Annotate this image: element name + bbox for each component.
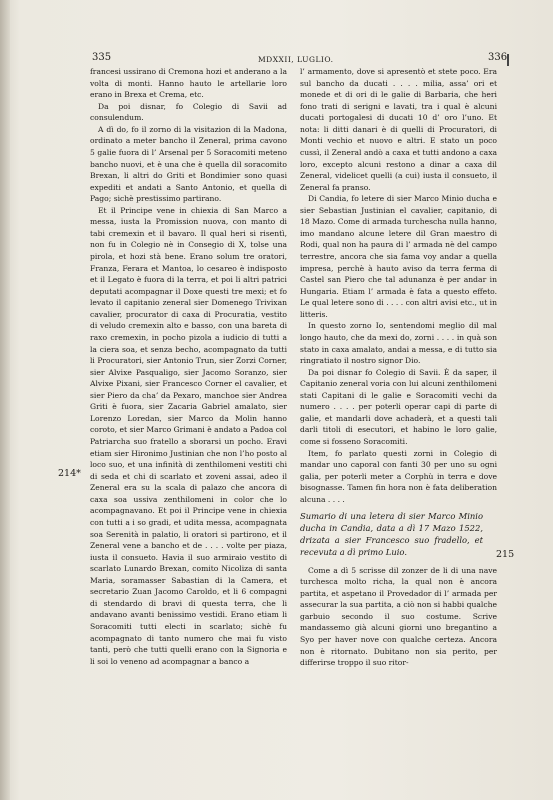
paragraph: In questo zorno Io, sentendomi meglio dil mal longo hauto, che da mexi do, zorni . . . . in quà son stato in caxa amalato, andai a messa, e di tutto sia ringratiato il nostro signor Dio. xyxy=(300,321,497,366)
paragraph: Di Candia, fo letere di sier Marco Minio ducha e sier Sebastian Justinian el cavalier, capitanio, di 18 Mazo. Come di armada turchescha nulla hanno, imo mandano alcune letere dil Gran maestro di Rodi, qual non ha paura di l’ armada nè del campo terrestre, ancora che sia fama voy andar a quella impresa, perchè à hauto aviso da terra ferma di Castel san Piero che tal adunanza è per andar in Hungaria. Etiam l’ armada è fata a questo effeto. Le qual letere sono di . . . . con altri avisi etc., ut in litteris. xyxy=(300,194,497,319)
section-heading: Sumario di una letera di sier Marco Minio ducha in Candia, data a dì 17 Mazo 1522, drizata a sier Francesco suo fradello, et recevuta a dì primo Luio. xyxy=(300,511,483,557)
paragraph: l’ armamento, dove si apresentò et stete poco. Era sul bancho da ducati . . . . milia, assa’ ori et monede et di ori di le galie di Barbaria, che heri fono trati di serigni e lavati, tra i qual è alcuni ducati portogalesi di ducati 10 d’ oro l’uno. Et nota: li ditti danari è di quelli di Procuratori, di Monti vechio et nuovo e altri. E stato un poco cussì, il Zeneral andò a caxa et tutti andono a caxa loro, excepto alcuni restono a dinar a caxa dil Zeneral, videlicet quelli (a cui) iusta il consueto, il Zeneral fa pranso. xyxy=(300,67,497,192)
paragraph: francesi ussirano di Cremona hozi et anderano a la volta di monti. Hanno hauto le artellarie loro erano in Brexa et Crema, etc. xyxy=(90,67,287,100)
header-rule-mark xyxy=(507,54,509,66)
right-text-column xyxy=(300,66,497,669)
margin-note-left: 214* xyxy=(58,468,81,479)
paragraph: Et il Principe vene in chiexia di San Marco a messa, iusta la Promission nuova, con manto di tabi cremexin et il bavaro. Il qual heri si risentì, non fu in Colegio nè in Consegio di X, tolse una pirola, et hozi stà bene. Erano solum tre oratori, Franza, Ferara et Mantoa, lo cesareo è indisposto et il Legato è fuora di la terra, et poi li altri patrici deputati acompagnar il Doxe questi tre mexi; et fo levato il capitanio zeneral sier Domenego Trivixan cavalier, procurator di caxa di Procuratia, vestito di veludo cremexin alto e basso, con una bareta di raxo cremexin, in pocho pizola a iudicio di tutti a la ciera soa, et senza becho, acompagnato da tutti li Procuratori, sier Antonio Trun, sier Zorzi Corner, sier Alvixe Pasqualigo, sier Jacomo Soranzo, sier Alvixe Pixani, sier Francesco Corner el cavalier, et sier Piero da cha’ da Pexaro, manchoe sier Andrea Griti è fuora, sier Zacaria Gabriel amalato, sier Lorenzo Loredan, sier Marco da Molin hanno coroto, et sier Marco Grimani è andato a Padoa col Patriarcha suo fratello a sborarsi un pocho. Eravi etiam sier Hironimo Justinian che non l’ho posto al loco suo, et una infinità di zenthilomeni vestiti chi di seda et chi di scarlato et zoveni assai, adeo il Zeneral era su la scala di palazo che ancora di caxa soa ussiva zenthilomeni in color che lo acompagnavano. Et poi il Principe vene in chiexia con tutti a i so gradi, et udita messa, acompagnata soa Serenità in palatio, li oratori si partirono, et il Zeneral vene a bancho et de . . . . volte per piaza, iusta il consueto. Havia il suo armiraio vestito di scarlato Lunardo Brexan, comito Nicoliza di santa Maria, soramasser Sabastian di la Camera, et secretario Zuan Jacomo Caroldo, et li 6 compagni di stendardo di bravi di questa terra, che li andavano avanti benissimo vestidi. Erano etiam li Soracomiti tutti electi in scarlato; sichè fu acompagnato di tanto numero che mai fu visto tanti, però che tutti quelli erano con la Signoria e li soi lo veneno ad acompagnar a banco a xyxy=(90,205,287,666)
paragraph: A dì do, fo il zorno di la visitazion di la Madona, ordinato a meter bancho il Zeneral, prima cavono 5 galie fuora di l’ Arsenal per 5 Soracomiti meteno bancho nuovi, et è una che è quella dil soracomito Brexan, li altri do Griti et Bondimier sono quasi expediti et andati a Santo Antonio, et quella di Pago; sichè prestissimo partirano. xyxy=(90,124,287,204)
paragraph: Da poi disnar, fo Colegio di Savii ad consulendum. xyxy=(90,101,287,123)
paragraph: Da poi disnar fo Colegio di Savii. È da saper, il Capitanio zeneral voria con lui alcuni zenthilomeni stati Capitani di le galie e Soracomiti vechi da numero . . . . per poterli operar capi di parte di galie, et mandarli dove achaderà, et a questi tali darli titoli di esecutori, et habino le loro galie, come si fosseno Soracomiti. xyxy=(300,367,497,446)
margin-note-right: 215 xyxy=(496,549,515,560)
running-title: MDXXII, LUGLIO. xyxy=(258,55,334,64)
page-number-left: 335 xyxy=(92,52,112,63)
book-spine-shadow xyxy=(0,0,10,800)
left-text-column xyxy=(90,66,287,667)
paragraph: Item, fo parlato questi zorni in Colegio di mandar uno caporal con fanti 30 per uno su ogni galia, per poterli meter a Corphù in terra e dove bisognasse. Tamen fin hora non è fata deliberation alcuna . . . . xyxy=(300,448,497,504)
page-number-right: 336 xyxy=(488,52,508,63)
paragraph: Come a dì 5 scrisse dil zonzer de li di una nave turchesca molto richa, la qual non è ancora partita, et aspetano il Provedador di l’ armada per assecurar la sua partita, a ciò non si habbi qualche garbuio secondo il suo costume. Scrive mandassemo già alcuni giorni uno bregantino a Syo per haver nove con qualche certeza. Ancora non è ritornato. Dubitano non sia perito, per differirse troppo il suo ritor- xyxy=(300,565,497,668)
